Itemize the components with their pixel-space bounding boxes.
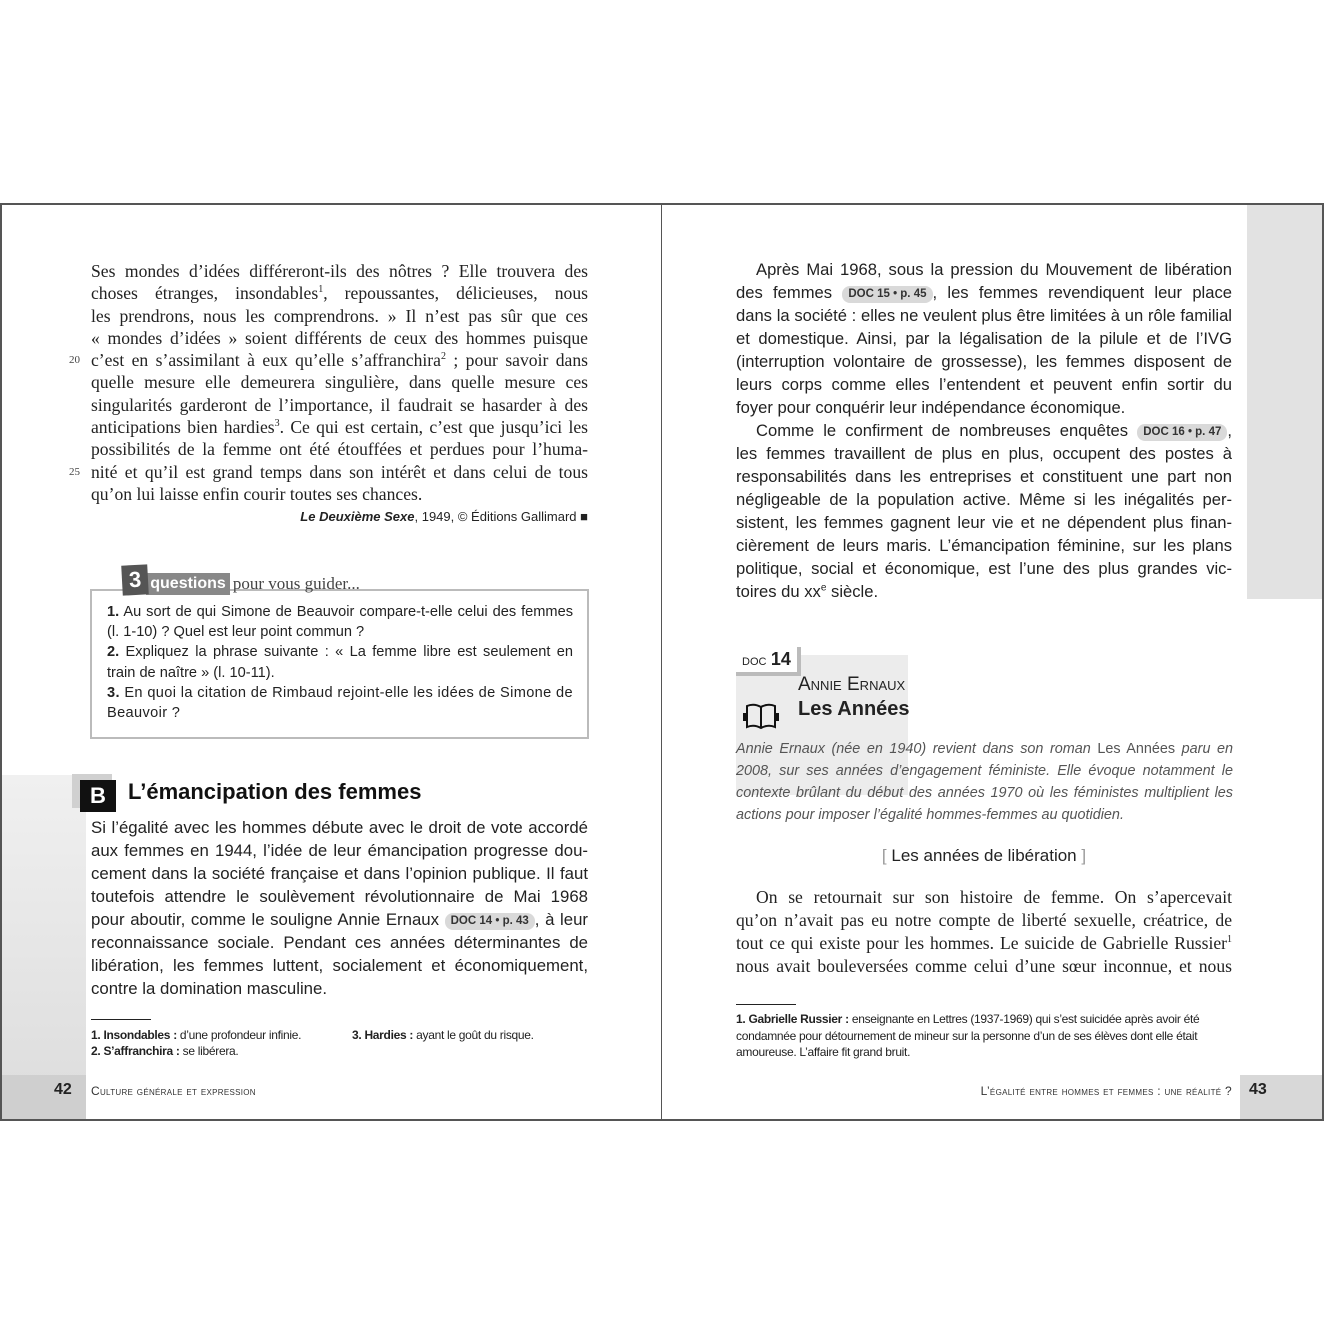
text-run: toutefois attendre le soulèvement révolutionnaire de Mai 1968 [91, 887, 588, 906]
text-run: Après Mai 1968, sous la pression du Mouvement de libération [756, 260, 1232, 279]
text-line [91, 371, 588, 393]
text-line [736, 534, 1232, 557]
text-run: Annie Ernaux (née en 1940) revient dans son roman [736, 741, 1098, 757]
text-run: tout ce qui existe pour les hommes. Le suicide de Gabrielle Russier [736, 933, 1227, 953]
text-line [736, 557, 1232, 580]
text-run: cement dans la société française et dans l’opinion publique. Il faut [91, 864, 588, 883]
footnote [91, 1027, 301, 1044]
text-line [736, 886, 1232, 909]
bracket: ] [1081, 846, 1087, 865]
text-run: , repoussantes, délicieuses, nous [323, 283, 588, 304]
text-line [736, 419, 1232, 442]
footnote-def: ayant le goût du risque. [413, 1028, 534, 1042]
text-run: , les femmes revendiquent leur place [932, 283, 1232, 302]
text-run: des femmes [736, 283, 843, 302]
questions-list [107, 602, 573, 723]
footnote-term: 2. S’affranchira : [91, 1044, 180, 1058]
text-line [91, 260, 588, 282]
text-run: quelle mesure elle demeurera singulière, dans quelle mesure ces [91, 372, 588, 393]
text-run: On se retournait sur son histoire de femme. On s’apercevait [756, 887, 1232, 907]
right-body [736, 258, 1232, 603]
text-run: singularités garderont de l’importance, il faudrait se hasarder à des [91, 394, 588, 415]
text-line [91, 282, 588, 304]
doc-tag [736, 647, 801, 676]
doc-title: Les Années [798, 698, 910, 720]
text-line [736, 488, 1232, 511]
text-line [736, 396, 1232, 419]
section-body [91, 816, 588, 1000]
line-number: 25 [69, 465, 80, 478]
text-line [736, 465, 1232, 488]
text-run: pour aboutir, comme le souligne Annie Ernaux [91, 910, 445, 929]
text-run: qu’on lui laisse enfin courir toutes ses chances. [91, 483, 423, 504]
text-line [91, 416, 588, 438]
text-line [91, 327, 588, 349]
subtitle-text: Les années de libération [891, 846, 1077, 865]
doc-intro [736, 738, 1233, 826]
doc-reference[interactable]: DOC 16 • p. 47 [1137, 424, 1227, 441]
footnote-def: d’une profondeur infinie. [176, 1028, 302, 1042]
text-line [69, 349, 588, 371]
text-run: c’est en s’assimilant à eux qu’elle s’affranchira [91, 350, 441, 371]
text-line [736, 909, 1232, 932]
text-run: toires du xx [736, 582, 821, 601]
text-run: leurs corps comme elles l’entendent et peuvent enfin sortir du [736, 375, 1232, 394]
text-run: négligeable de la population active. Même si les inégalités per- [736, 490, 1232, 509]
text-run: Ses mondes d’idées différeront-ils des nôtres ? Elle trouvera des [91, 261, 588, 281]
doc-label: DOC [742, 656, 767, 668]
footnote [736, 1011, 1216, 1061]
questions-header [122, 563, 360, 595]
text-run: Comme le confirment de nombreuses enquêtes [756, 421, 1138, 440]
questions-word: questions [146, 573, 230, 595]
footnote-ref: 1 [1227, 934, 1232, 946]
text-run: Si l’égalité avec les hommes débute avec le droit de vote accordé [91, 818, 588, 837]
text-line [736, 373, 1232, 396]
footnote-term: 1. Insondables : [91, 1028, 177, 1042]
text-line [91, 816, 588, 839]
section-letter: B [80, 780, 116, 812]
quote-text [69, 260, 588, 505]
page-number: 42 [54, 1081, 72, 1098]
text-run: ; pour savoir dans [445, 350, 588, 371]
text-run: « mondes d’idées » soient différents de ceux des hommes puisque [91, 327, 588, 348]
text-run: (interruption volontaire de grossesse), les femmes disposent de [736, 352, 1232, 371]
text-line [736, 511, 1232, 534]
text-line [736, 327, 1232, 350]
line-number: 20 [69, 354, 80, 367]
text-run: , [1227, 421, 1232, 440]
text-run: cièrement de leurs maris. L’émancipation féminine, sur les plans [736, 536, 1232, 555]
bracket: [ [881, 846, 887, 865]
text-run: , à leur [534, 910, 588, 929]
text-run: nité et qu’il est grand temps dans son intérêt et dans celui de tous [91, 461, 588, 482]
text-line [736, 932, 1232, 955]
decor-band [2, 775, 86, 1119]
text-line [91, 394, 588, 416]
text-run: les prendrons, nous les comprendrons. » Il n’est pas sûr que ces [91, 305, 588, 326]
text-run: nous avait bouleversées comme celui d’une sœur inconnue, et nous [736, 956, 1232, 976]
doc-number: 14 [770, 649, 791, 669]
excerpt-text [736, 886, 1232, 978]
footnote-def: se libérera. [179, 1044, 239, 1058]
footnote [91, 1043, 238, 1060]
text-line [736, 304, 1232, 327]
question-text: En quoi la citation de Rimbaud rejoint-elle les idées de Simone de Beauvoir ? [107, 684, 573, 722]
question-text: Au sort de qui Simone de Beauvoir compare-t-elle celui des femmes (l. 1-10) ? Quel est leur point commun ? [107, 604, 573, 641]
source-details: , 1949, © Éditions Gallimard ■ [414, 509, 588, 524]
footnote [352, 1027, 534, 1044]
text-run: politique, social et économique, est l’une des plus grandes vic- [736, 559, 1232, 578]
questions-count: 3 [121, 564, 149, 595]
text-run: et domestique. Ainsi, par la légalisation de la pilule et de l’IVG [736, 329, 1232, 348]
text-run: . Ce qui est certain, c’est que jusqu’ici les [279, 417, 588, 438]
book-title: Les Années [1097, 741, 1176, 757]
page-gutter [661, 203, 662, 1121]
text-run: sistent, les femmes gagnent leur vie et ne dépendent plus finan- [736, 513, 1232, 532]
question-number: 1. [107, 604, 120, 620]
question-item [107, 642, 573, 682]
text-run: qu’on n’avait pas eu notre compte de liberté sexuelle, créatrice, de [736, 910, 1232, 930]
text-line [736, 281, 1232, 304]
text-run: libération, les femmes luttent, socialement et économiquement, [91, 956, 588, 975]
footnote-rule [736, 1004, 796, 1005]
text-run: aux femmes en 1944, l’idée de leur émancipation progresse dou- [91, 841, 588, 860]
doc-reference[interactable]: DOC 14 • p. 43 [445, 913, 535, 930]
footnote-ref: 1 [318, 284, 324, 296]
running-title: Culture générale et expression [91, 1084, 256, 1098]
running-title: L’égalité entre hommes et femmes : une réalité ? [980, 1084, 1232, 1098]
question-number: 3. [107, 684, 120, 701]
text-run: responsabilités dans les entreprises et constituent une part non [736, 467, 1232, 486]
text-line [91, 954, 588, 977]
text-run: anticipations bien hardies [91, 417, 275, 438]
question-item [107, 602, 573, 642]
question-number: 2. [107, 644, 120, 661]
text-line [736, 258, 1232, 281]
questions-subtitle: pour vous guider... [232, 574, 360, 593]
question-text: Expliquez la phrase suivante : « La femme libre est seulement en train de naître » (l. 10-11). [107, 644, 573, 681]
text-line [736, 350, 1232, 373]
book-icon [741, 702, 781, 730]
text-run: siècle. [826, 582, 879, 601]
section-title: L’émancipation des femmes [128, 779, 422, 804]
text-line [91, 305, 588, 327]
footnote-term: 1. Gabrielle Russier : [736, 1012, 849, 1026]
doc-reference[interactable]: DOC 15 • p. 45 [842, 286, 932, 303]
footnote-def: enseignante en Lettres (1937-1969) qui s’est suicidée après avoir été condamnée pour détournement de mineur sur la personne d’un de ses élèves dont elle était amoureuse. L’affaire fit grand bruit. [736, 1012, 1200, 1059]
text-line [736, 442, 1232, 465]
footnote-ref: 2 [440, 351, 446, 363]
text-line [736, 955, 1232, 978]
decor-band [2, 1075, 86, 1119]
footnote-term: 3. Hardies : [352, 1028, 414, 1042]
text-run: reconnaissance sociale. Pendant ces années déterminantes de [91, 933, 588, 952]
footnote-ref: 3 [274, 418, 280, 430]
text-run: paru en 2008, sur ses années d’engagement féministe. Elle évoque notamment le contexte brûlant du début des années 1970 où les féministes multiplient les actions pour imposer l’égalité hommes-femmes au quotidien. [736, 741, 1233, 823]
text-run: choses étranges, insondables [91, 283, 319, 304]
text-line [91, 438, 588, 460]
text-run: foyer pour conquérir leur indépendance économique. [736, 398, 1126, 417]
doc-author: Annie Ernaux [798, 674, 906, 695]
text-run: possibilités de la femme ont été étouffées et perdues pour l’huma- [91, 439, 588, 460]
page-number: 43 [1249, 1081, 1267, 1098]
decor-band [1247, 205, 1322, 599]
text-line [91, 908, 588, 931]
footnote-rule [91, 1019, 151, 1020]
text-line [91, 977, 588, 1000]
text-line [736, 580, 1232, 603]
excerpt-subtitle [736, 846, 1232, 866]
quote-source [91, 509, 588, 524]
question-item [107, 683, 573, 723]
text-line [69, 461, 588, 483]
text-line [91, 931, 588, 954]
text-line [91, 885, 588, 908]
text-run: les femmes travaillent de plus en plus, occupent des postes à [736, 444, 1232, 463]
text-run: dans la société : elles ne veulent plus être limitées à un rôle familial [736, 306, 1232, 325]
footnote-ref: e [820, 582, 827, 594]
text-line [91, 862, 588, 885]
text-line [91, 483, 588, 505]
source-title: Le Deuxième Sexe [300, 509, 415, 524]
text-line [91, 839, 588, 862]
text-run: contre la domination masculine. [91, 979, 327, 998]
